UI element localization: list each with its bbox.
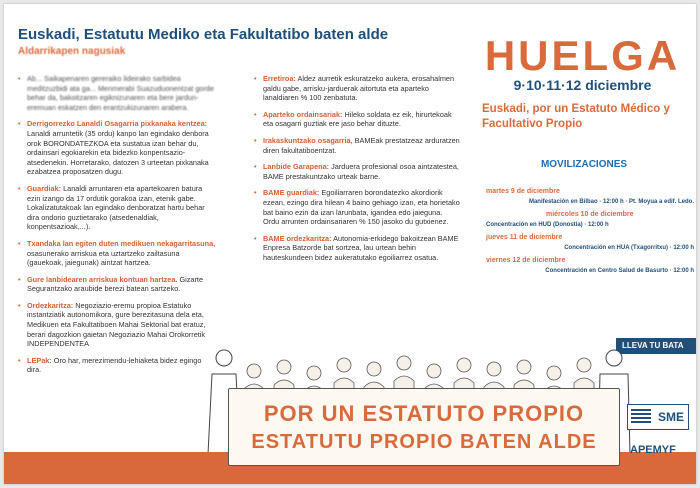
mobilization-event: Concentración en HUD (Donostia) · 12:00 h	[486, 222, 609, 228]
demand-item: • Lanbide Garapena: Jarduera profesional osoa aintzatestea, BAME prestakuntzako urteak barne.	[254, 162, 460, 181]
demand-item: • Txandaka lan egiten duten medikuen nekagarritasuna, osasunerako arriskua eta uztartzeko zailtasuna (gauekoak, jaiegunak) aintzat hartzea.	[18, 239, 216, 268]
mobilization-day: viernes 12 de diciembre	[486, 257, 566, 264]
apemyf-logo: APEMYF	[630, 444, 676, 456]
mobilization-event: Concentración en HUA (Txagorritxu) · 12:00 h	[564, 245, 694, 251]
demand-item: • BAME guardiak: Egoiliarraren borondatezko akordiorik ezean, ezingo dira hilean 4 baino gehiago izan, eta horietako bat baino ezin da izan larunbata, igandea edo jaieguna. Ordu arrunten ordainsariaren % 150 jasoko du gutxienez.	[254, 188, 460, 226]
mobilization-day: miércoles 10 de diciembre	[546, 211, 634, 218]
strike-tagline: Euskadi, por un Estatuto Médico y Facultativo Propio	[482, 103, 670, 130]
demand-item: • Gure lanbidearen arriskua kontuan hartzea. Gizarte Segurantzako araubide berezi batean sartzeko.	[18, 275, 216, 294]
mobilization-day: martes 9 de diciembre	[486, 188, 560, 195]
demand-item: • Ordezkaritza: Negoziazio-eremu propioa Estatuko instantziatik autonomikora, gure berezitasuna dela eta, Medikuen eta Fakultatiboen Mahai Sektorial bat eratuz, berari dagozkion gaietan Negoziazio Mahai Orokorretik INDEPENDENTEA	[18, 301, 216, 349]
banner-line-spanish: POR UN ESTATUTO PROPIO	[263, 401, 585, 426]
protest-banner	[228, 388, 620, 466]
mobilization-event: Concentración en Centro Salud de Basurto · 12:00 h	[545, 268, 694, 274]
demands-column-left	[18, 74, 216, 382]
strike-dates: 9·10·11·12 diciembre	[513, 77, 652, 93]
demand-item: • Irakaskuntzako osagarria, BAMEak prestatzeaz arduratzen diren fakultatiboentzat.	[254, 136, 460, 155]
mobilizations-list	[486, 184, 694, 280]
sme-logo: SME	[627, 404, 689, 430]
demand-item: • Derrigorrezko Lanaldi Osagarria pixkanaka kentzea: Lanaldi arruntetik (35 ordu) kanpo lan egindako denbora orok BORONDATEZKOA eta sustatua izan behar du, ordainsari egokiarekin eta bidezko konpentsazio-atsedenekin. Horretarako, datozen 3 urteetan pixkanaka ezabatzea proposatzen dugu.	[18, 119, 216, 177]
demand-item: • Aparteko ordainsariak: Hileko soldata ez eik, hirurtekoak eta osagarri guztiak ere jaso behar dituzte.	[254, 110, 460, 129]
bring-coat-label: LLEVA TU BATA	[616, 338, 696, 354]
demand-item: • LEPak: Oro har, merezimendu-lehiaketa bidez egingo dira.	[18, 356, 216, 375]
mobilization-event: Manifestación en Bilbao · 12:00 h · Pt. Moyua a edif. Ledo.	[528, 199, 694, 205]
mobilizations-heading: MOVILIZACIONES	[540, 159, 628, 170]
demand-item: • Ab... Saikapenaren gereraiko lideirako sarbidea meditzuzbidi ata ga... Menmerabi Suazuduonentzat gorde behar da, bakoitzaren egiknizunaren eta bere jardun-eremuan eskatzen den erantzukizunaren arabera.	[18, 74, 216, 112]
strike-leaflet	[4, 4, 696, 484]
demand-item: • Guardiak: Lanaldi arruntaren eta apartekoaren batura ezin izango da 17 ordutik gorakoa izan, etenik gabe. Lokalizatutakoak lan egindako denboratzat hartu behar dira ondorio guztietarako (atsedenaldiak, konpentsazioak,...).	[18, 184, 216, 232]
mobilization-day: jueves 11 de diciembre	[486, 234, 563, 241]
leaflet-title: Euskadi, Estatutu Mediko eta Fakultatibo baten alde	[18, 26, 389, 43]
banner-line-basque: ESTATUTU PROPIO BATEN ALDE	[251, 431, 597, 453]
demands-column-middle	[254, 74, 460, 270]
strike-headline: HUELGA	[484, 32, 681, 79]
leaflet-subtitle: Aldarrikapen nagusiak	[18, 46, 126, 57]
demand-item: • Erretiroa: Aldez aurretik eskuratzeko aukera, erosahalmen galdu gabe, arrisku-jarduerak aitortuta eta aparteko lanaldiaren % 100 zenbatuta.	[254, 74, 460, 103]
sme-logo-icon	[631, 409, 651, 425]
demand-item: • BAME ordezkaritza: Autonomia-erkidego bakoitzean BAME Enpresa Batzorde bat sortzea, lau urtean behin hauteskundeen bidez aukeratutako egoiliarrez osatua.	[254, 234, 460, 263]
